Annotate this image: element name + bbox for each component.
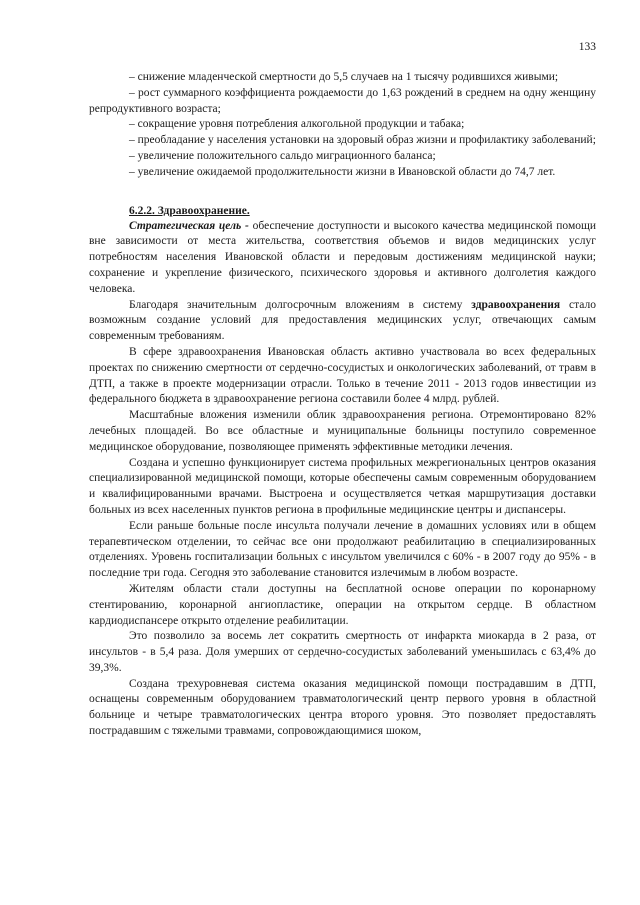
goal-paragraph — [89, 219, 596, 298]
body-paragraph: В сфере здравоохранения Ивановская область активно участвовала во всех федеральных проектах по снижению смертности от сердечно-сосудистых и онкологических заболеваний, от травм в ДТП, а также в проекте модернизации отрасли. Только в течение 2011 - 2013 годов инвестиции из федерального бюджета в здравоохранение региона составили более 4 млрд. рублей. — [89, 345, 596, 406]
list-item: – рост суммарного коэффициента рождаемости до 1,63 рождений в среднем на одну женщину репродуктивного возраста; — [89, 86, 596, 115]
list-item: – сокращение уровня потребления алкогольной продукции и табака; — [129, 118, 465, 131]
list-item: – увеличение положительного сальдо миграционного баланса; — [129, 149, 436, 162]
investment-paragraph — [89, 298, 596, 345]
investment-text-end: стало возможным создание условий для предоставления медицинских услуг, отвечающих самым современным требованиям. — [89, 298, 596, 343]
goal-text: обеспечение доступности и высокого качества медицинской помощи вне зависимости от места жительства, соответствия объемов и видов медицинских услуг потребностям населения Ивановской области и передовым достижениям медицинской науки; сохранение и укрепление физического, психического здоровья и активного долголетия каждого человека. — [89, 219, 596, 295]
list-item: – снижение младенческой смертности до 5,5 случаев на 1 тысячу родившихся живыми; — [129, 71, 559, 83]
goal-label: Стратегическая цель - — [129, 219, 249, 232]
list-item: – увеличение ожидаемой продолжительности жизни в Ивановской области до 74,7 лет. — [129, 165, 556, 178]
investment-keyword: здравоохранения — [471, 298, 561, 311]
body-paragraph: Создана и успешно функционирует система профильных межрегиональных центров оказания специализированной медицинской помощи, которые обеспечены самым современным оборудованием и квалифицированными врачами. Выстроена и осуществляется четкая маршрутизация доставки больных из всех населенных пунктов региона в профильные медицинские центры и диспансеры. — [89, 456, 596, 516]
section-heading: 6.2.2. Здравоохранение. — [129, 204, 250, 217]
body-paragraph: Масштабные вложения изменили облик здравоохранения региона. Отремонтировано 82% лечебных площадей. Во все областные и муниципальные больницы поступило современное медицинское оборудование, позволяющее применять эффективные методики лечения. — [89, 409, 596, 453]
section-spacer — [89, 181, 596, 203]
investment-text-start: Благодаря значительным долгосрочным вложениям в систему — [129, 298, 472, 311]
list-item: – преобладание у населения установки на здоровый образ жизни и профилактику заболеваний; — [129, 134, 596, 147]
page-content — [89, 70, 596, 740]
body-paragraph: Это позволило за восемь лет сократить смертность от инфаркта миокарда в 2 раза, от инсультов - в 5,4 раза. Доля умерших от сердечно-сосудистых заболеваний уменьшилась с 63,4% до 39,3%. — [89, 630, 596, 674]
body-paragraph: Создана трехуровневая система оказания медицинской помощи пострадавшим в ДТП, оснащены современным оборудованием травматологический центр первого уровня в областной больнице и четыре травматологических центра второго уровня. Это позволяет предоставлять пострадавшим с тяжелыми травмами, сопровождающимися шоком, — [89, 677, 596, 738]
body-paragraph: Если раньше больные после инсульта получали лечение в домашних условиях или в общем терапевтическом отделении, то сейчас все они продолжают реабилитацию в специализированных отделениях. Уровень госпитализации больных с инсультом увеличился с 60% - в 2007 году до 95% - в последние три года. Сегодня это заболевание становится излечимым в любом возрасте. — [89, 519, 596, 580]
page-number: 133 — [578, 41, 596, 53]
body-paragraph: Жителям области стали доступны на бесплатной основе операции по коронарному стентированию, коронарной ангиопластике, операции на открытом сердце. В областном кардиодиспансере открыто отделение реабилитации. — [89, 582, 596, 627]
